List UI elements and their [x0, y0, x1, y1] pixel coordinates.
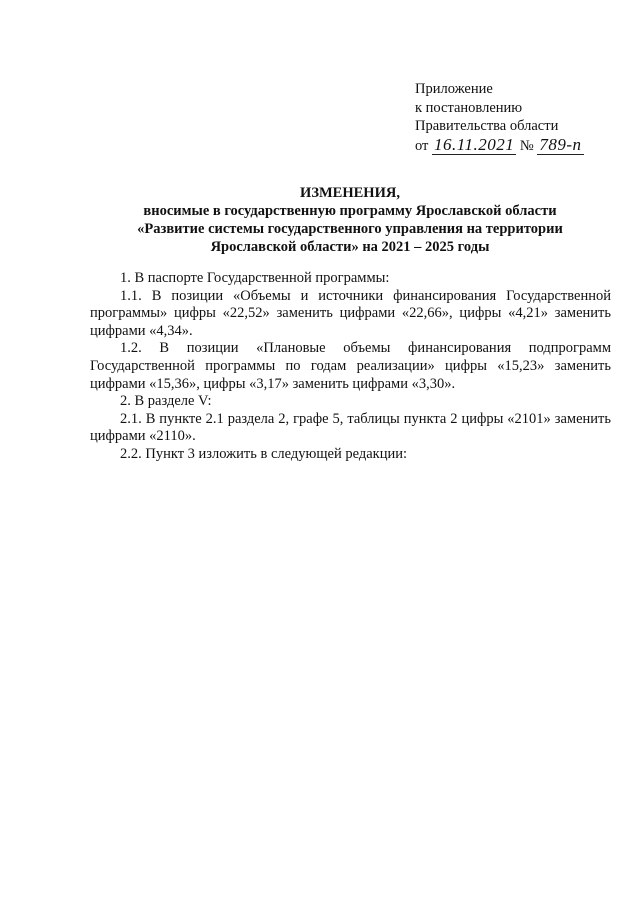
annex-line-to-resolution: к постановлению [415, 99, 523, 116]
heading-line-4: Ярославской области» на 2021 – 2025 годы [210, 239, 490, 255]
paragraph-1: 1. В паспорте Государственной программы: [120, 270, 390, 286]
number-label: № [519, 137, 534, 154]
annex-line-appendix: Приложение [415, 81, 493, 97]
paragraph-2: 2. В разделе V: [120, 393, 212, 410]
handwritten-date: 16.11.2021 [434, 134, 515, 154]
document-body [90, 270, 611, 464]
annex-block [415, 80, 584, 155]
paragraph-1-1: 1.1. В позиции «Объемы и источники финансирования Государственной программы» цифры «22,52» заменить цифрами «22,66», цифры «4,21» заменить цифрами «4,34». [90, 287, 611, 339]
document-heading [90, 184, 610, 256]
heading-line-2: вносимые в государственную программу Ярославской области [143, 203, 557, 219]
handwritten-number: 789-п [539, 134, 582, 154]
paragraph-2-2: 2.2. Пункт 3 изложить в следующей редакции: [120, 445, 408, 462]
paragraph-1-2: 1.2. В позиции «Плановые объемы финансирования подпрограмм Государственной программы по годам реализации» цифры «15,23» заменить цифрами «15,36», цифры «3,17» заменить цифрами «3,30». [90, 340, 611, 392]
annex-date-number-line [415, 136, 584, 156]
annex-line-government: Правительства области [415, 118, 559, 134]
heading-title: ИЗМЕНЕНИЯ, [300, 185, 400, 201]
from-label: от [415, 137, 429, 154]
heading-line-3: «Развитие системы государственного управления на территории [137, 221, 563, 237]
paragraph-2-1: 2.1. В пункте 2.1 раздела 2, графе 5, таблицы пункта 2 цифры «2101» заменить цифрами «2110». [90, 410, 611, 445]
